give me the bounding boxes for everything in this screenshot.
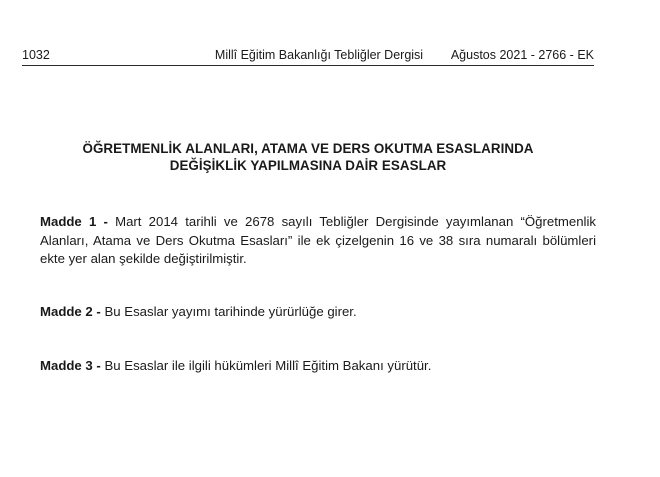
title-line-2: DEĞİŞİKLİK YAPILMASINA DAİR ESASLAR bbox=[169, 158, 447, 173]
issue-info: Ağustos 2021 - 2766 - EK bbox=[450, 48, 594, 62]
article-3-label: Madde 3 - bbox=[40, 358, 101, 373]
article-2-text: Bu Esaslar yayımı tarihinde yürürlüğe girer. bbox=[104, 304, 357, 319]
article-3-text: Bu Esaslar ile ilgili hükümleri Millî Eğitim Bakanı yürütür. bbox=[104, 358, 432, 373]
article-2 bbox=[40, 303, 596, 322]
page-header bbox=[22, 47, 594, 67]
journal-name: Millî Eğitim Bakanlığı Tebliğler Dergisi bbox=[214, 48, 424, 62]
title-line-1: ÖĞRETMENLİK ALANLARI, ATAMA VE DERS OKUTMA ESASLARINDA bbox=[82, 141, 534, 156]
article-1-text: Mart 2014 tarihli ve 2678 sayılı Tebliğler Dergisinde yayımlanan “Öğretmenlik Alanları, Atama ve Ders Okutma Esasları” ile ek çizelgenin 16 ve 38 sıra numaralı bölümleri ekte yer alan şekilde değiştirilmiştir. bbox=[40, 214, 596, 267]
page-number: 1032 bbox=[22, 48, 50, 62]
article-1-label: Madde 1 - bbox=[40, 214, 108, 229]
article-2-label: Madde 2 - bbox=[40, 304, 101, 319]
header-divider bbox=[22, 65, 594, 66]
document-title bbox=[22, 140, 594, 174]
article-1 bbox=[40, 213, 596, 269]
article-3 bbox=[40, 357, 596, 376]
